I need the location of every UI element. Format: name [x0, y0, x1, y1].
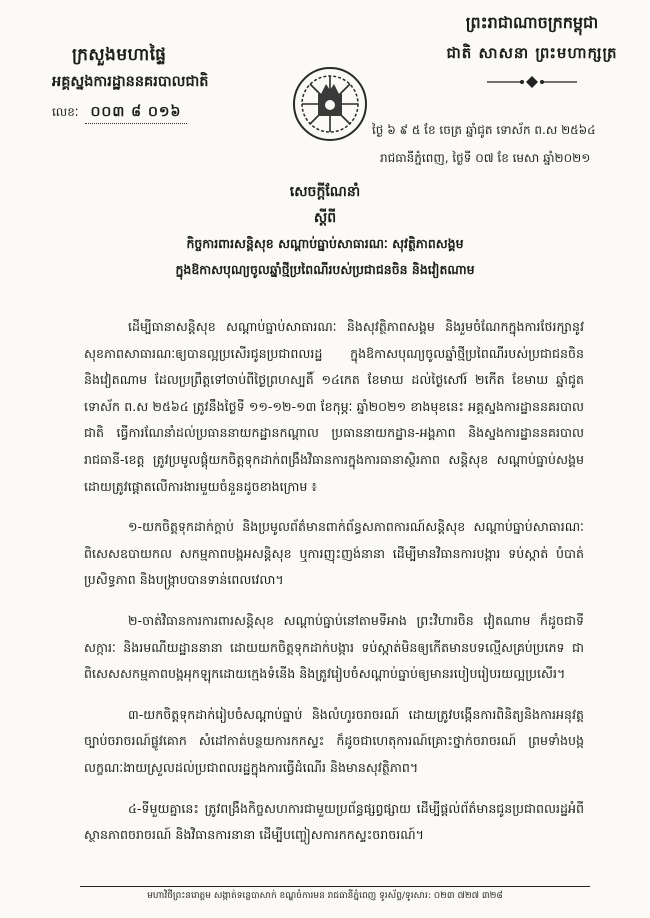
- department-name: អគ្គស្នងការដ្ឋាននគរបាលជាតិ: [52, 74, 209, 90]
- subject-line-2: ក្នុងឱកាសបុណ្យចូលឆ្នាំថ្មីប្រពៃណីរបស់ប្រជាជនចិន និងវៀតណាម: [175, 262, 475, 277]
- reference-prefix: លេខៈ: [52, 105, 79, 119]
- ministry-name: ក្រសួងមហាផ្ទៃ: [72, 45, 167, 65]
- document-body: [84, 314, 584, 863]
- subject-line-1: កិច្ចការពារសន្តិសុខ សណ្តាប់ធ្នាប់សាធារណៈ សុវត្ថិភាពសង្គម: [186, 236, 464, 251]
- instruction-item: ២-ចាត់វិធានការការពារសន្តិសុខ សណ្តាប់ធ្នាប់នៅតាមទីអាង ព្រះវិហារចិន វៀតណាម ក៏ដូចជាទីសក្ការៈ និងរមណីយដ្ឋាននានា ដោយយកចិត្តទុកដាក់បង្ការ ទប់ស្កាត់មិនឲ្យកើតមានបទល្មើសគ្រប់ប្រភេទ ជាពិសេសសកម្មភាពបង្កអុកឡុកដោយក្មេងទំនើង និងត្រូវរៀបចំសណ្តាប់ធ្នាប់ឲ្យមានរបៀបរៀបរយល្អប្រសើរ។: [84, 612, 584, 682]
- instruction-item: ៣-យកចិត្តទុកដាក់រៀបចំសណ្តាប់ធ្នាប់ និងលំហូរចរាចរណ៍ ដោយត្រូវបង្កើនការពិនិត្យនិងការអនុវត្តច្បាប់ចរាចរណ៍ផ្លូវគោក សំដៅកាត់បន្ថយការកកស្ទះ ក៏ដូចជាហេតុការណ៍គ្រោះថ្នាក់ចរាចរណ៍ ព្រមទាំងបង្កលក្ខណៈងាយស្រួលដល់ប្រជាពលរដ្ឋក្នុងការធ្វើដំណើរ និងមានសុវត្ថិភាព។: [84, 706, 584, 775]
- reference-value: ០០៣ ៨ ០១៦: [85, 102, 188, 124]
- kingdom-name: ព្រះរាជាណាចក្រកម្ពុជា: [465, 13, 599, 32]
- solar-date: រាជធានីភ្នំពេញ, ថ្ងៃទី ០៧ ខែ មេសា ឆ្នាំ២០២១: [380, 151, 591, 165]
- royal-ornament-icon: [432, 74, 632, 93]
- national-police-emblem-icon: [292, 66, 368, 142]
- instruction-item: ១-យកចិត្តទុកដាក់ក្តាប់ និងប្រមូលព័ត៌មានពាក់ព័ន្ធសភាពការណ៍សន្តិសុខ សណ្តាប់ធ្នាប់សាធារណៈ ពិសេសឧបាយកល សកម្មភាពបង្កអសន្តិសុខ ឬការញុះញង់នានា ដើម្បីមានវិធានការបង្ការ ទប់ស្កាត់ បំបាត់ប្រសិទ្ធភាព និងបង្ក្រាបបានទាន់ពេលវេលា។: [84, 519, 584, 588]
- footer-address: មហាវិថីព្រះនរោត្តម សង្កាត់ទន្លេបាសាក់ ខណ្ឌចំការមន រាជធានីភ្នំពេញ ទូរស័ព្ទ/ទូរសារ: ០២៣ ៧២៧ ៣២៨: [147, 891, 503, 901]
- lunar-date: ថ្ងៃ ៦ ៩ ៥ ខែ ចេត្រ ឆ្នាំជូត ទោស័ក ព.ស ២៥៦៤: [372, 123, 596, 137]
- subject-label: ស្តីពី: [313, 210, 337, 226]
- issuer-block: [52, 44, 272, 124]
- intro-paragraph: ដើម្បីធានាសន្តិសុខ សណ្តាប់ធ្នាប់សាធារណៈ និងសុវត្ថិភាពសង្គម និងរួមចំណែកក្នុងការថែរក្សានូវសុខភាពសាធារណៈឲ្យបានល្អប្រសើរជូនប្រជាពលរដ្ឋ ក្នុងឱកាសបុណ្យចូលឆ្នាំថ្មីប្រពៃណីរបស់ប្រជាជនចិន និងវៀតណាម ដែលប្រព្រឹត្តទៅចាប់ពីថ្ងៃព្រហស្បតិ៍ ១៤កេត ខែមាឃ ដល់ថ្ងៃសៅរ៍ ២កើត ខែមាឃ ឆ្នាំជូត ទោស័ក ព.ស ២៥៦៤ ត្រូវនឹងថ្ងៃទី ១១-១២-១៣ ខែកុម្ភៈ ឆ្នាំ២០២១ ខាងមុខនេះ អគ្គស្នងការដ្ឋាននគរបាលជាតិ ធ្វើការណែនាំដល់ប្រធាននាយកដ្ឋានកណ្តាល ប្រធាននាយកដ្ឋាន-អង្គភាព និងស្នងការដ្ឋាននគរបាលរាជធានី-ខេត្ត ត្រូវប្រមូលផ្តុំយកចិត្តទុកដាក់ពង្រឹងវិធានការក្នុងការធានាស្ថិរភាព សន្តិសុខ សណ្តាប់ធ្នាប់សង្គម ដោយត្រូវផ្តោតលើការងារមួយចំនួនដូចខាងក្រោម ៖: [84, 319, 584, 494]
- document-type: សេចក្តីណែនាំ: [289, 184, 361, 200]
- national-motto: ជាតិ សាសនា ព្រះមហាក្សត្រ: [446, 44, 618, 62]
- footer-divider: [80, 886, 590, 887]
- reference-number: [52, 102, 272, 124]
- kingdom-block: [432, 12, 632, 93]
- instruction-item: ៤-ទីមួយគ្នានេះ ត្រូវពង្រឹងកិច្ចសហការជាមួយប្រព័ន្ធផ្សព្វផ្សាយ ដើម្បីផ្តល់ព័ត៌មានជូនប្រជាពលរដ្ឋអំពីស្ថានភាពចរាចរណ៍ និងវិធានការនានា ដើម្បីបញ្ចៀសការកកស្ទះចរាចរណ៍។: [84, 800, 584, 843]
